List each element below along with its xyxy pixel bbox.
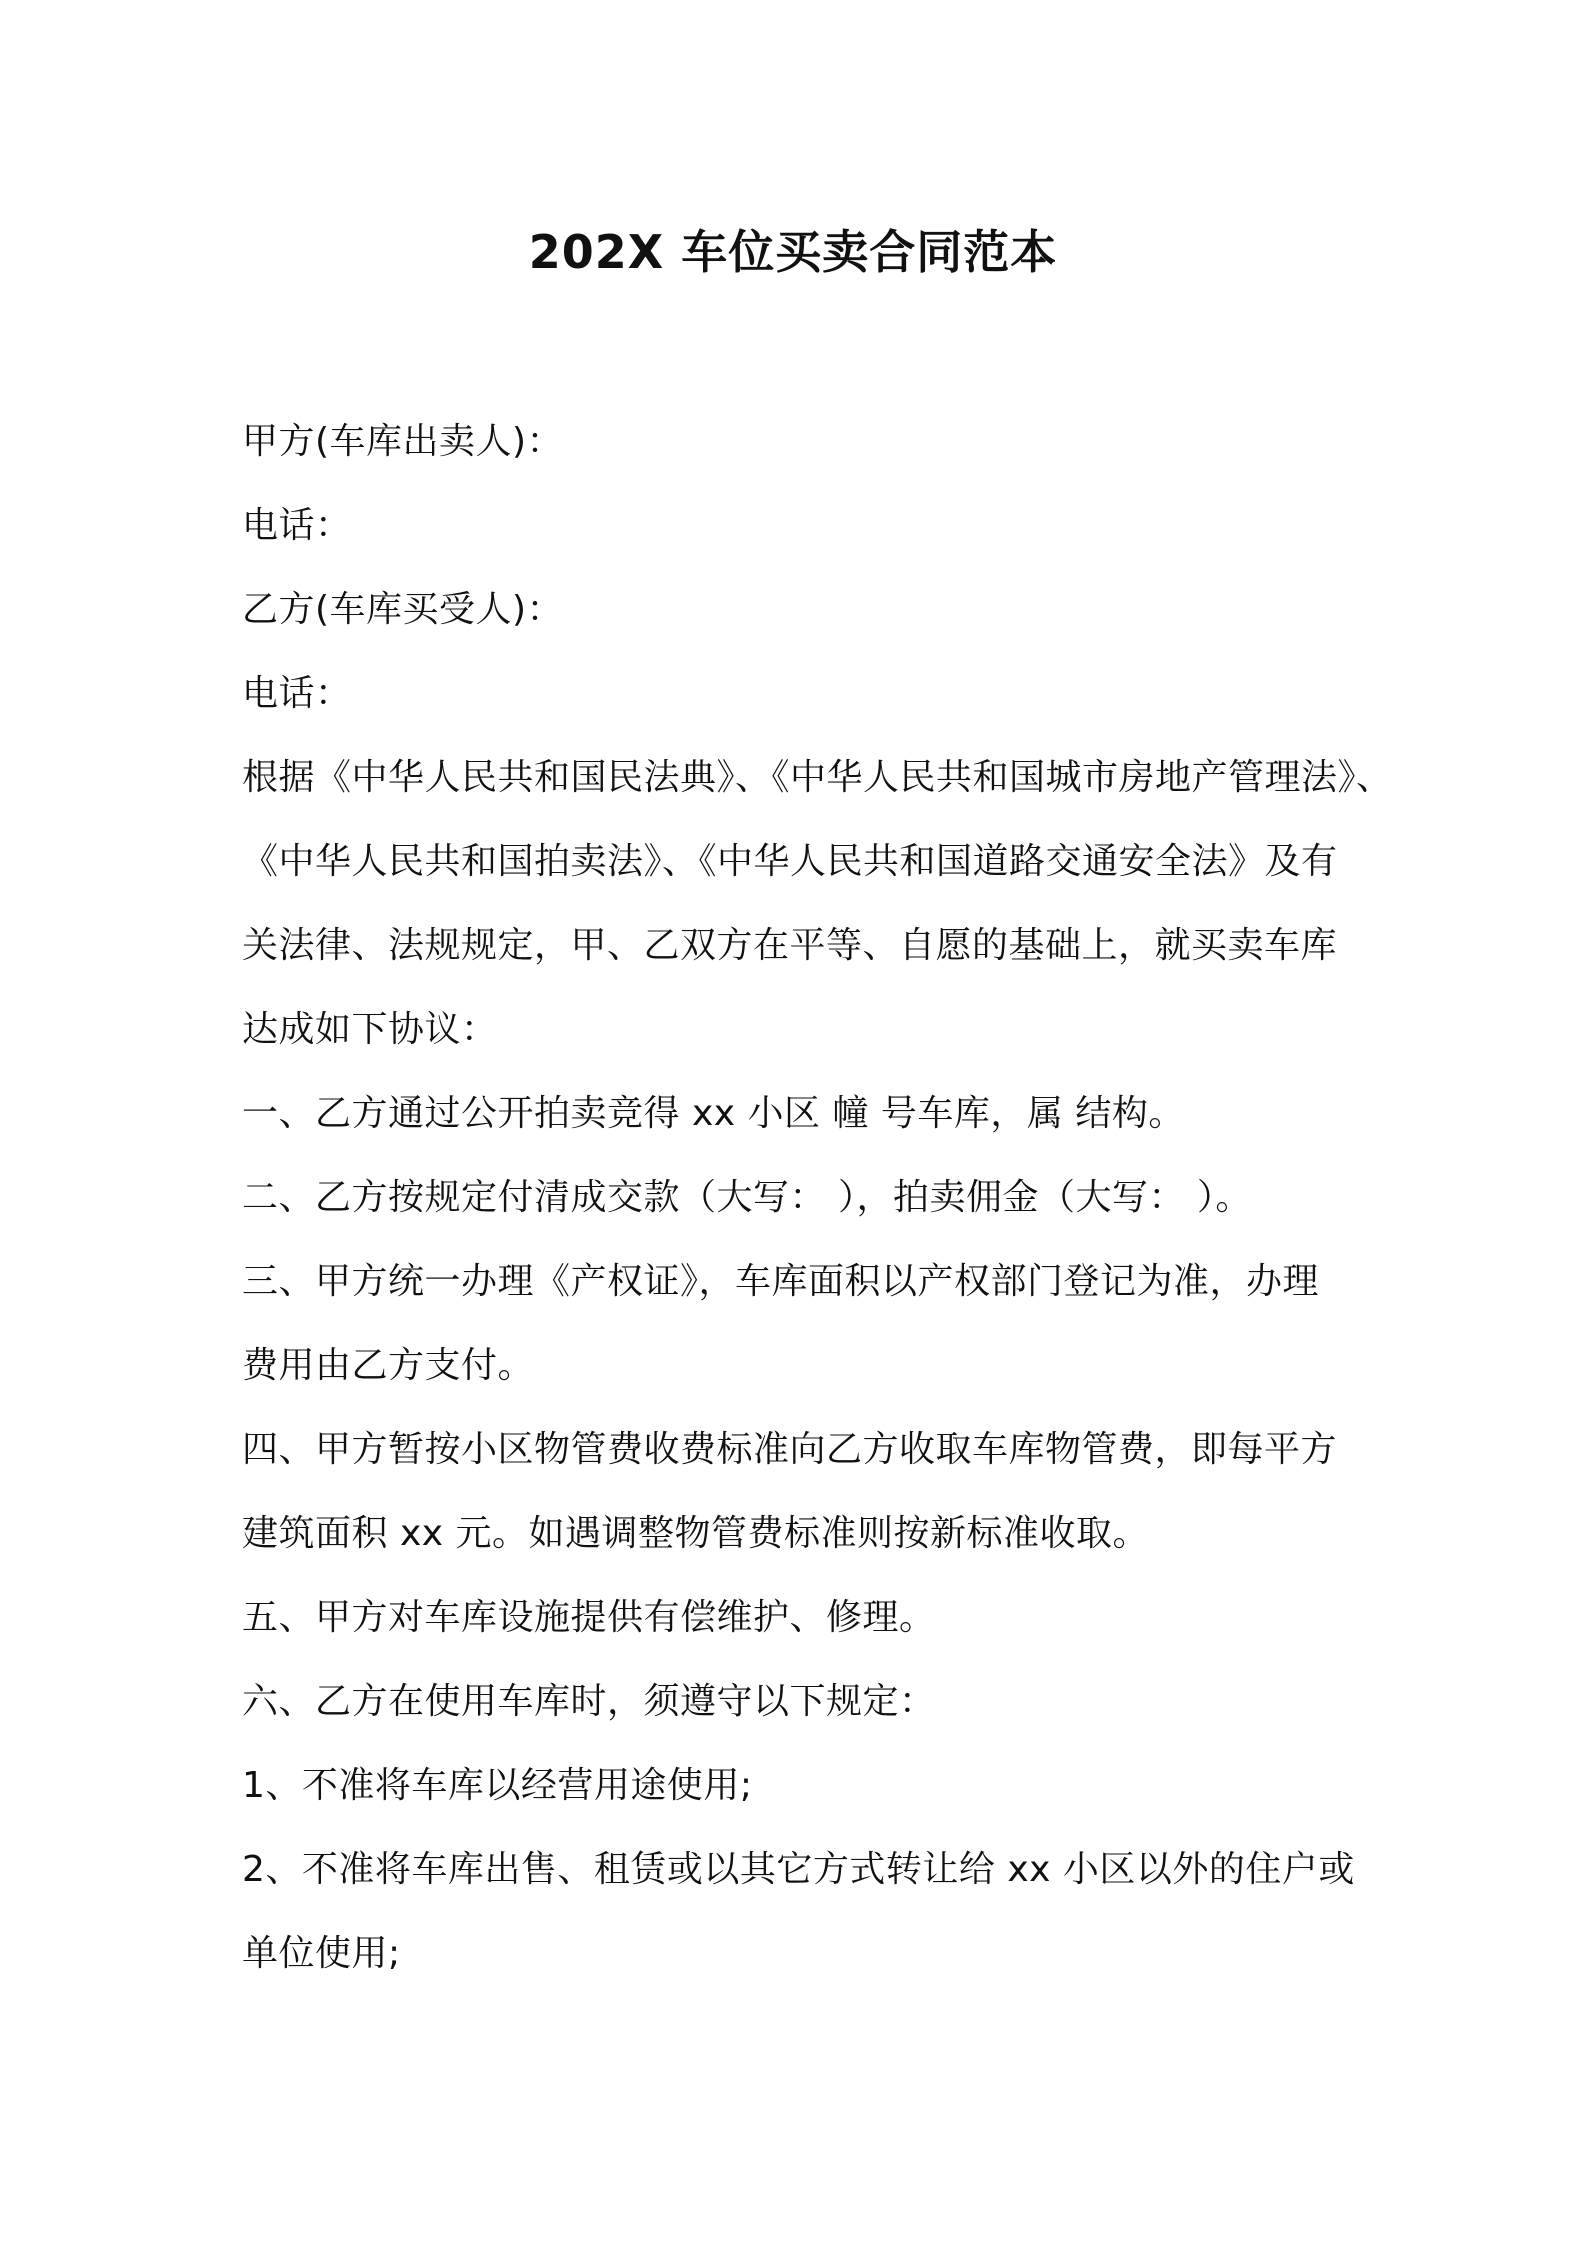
contract-body <box>242 400 1393 1996</box>
rule-1-line: 1、不准将车库以经营用途使用; <box>242 1765 753 1806</box>
preamble-line: 《中华人民共和国拍卖法》、《中华人民共和国道路交通安全法》及有 <box>242 841 1338 882</box>
party-b-phone-line: 电话： <box>242 673 352 714</box>
rule-2-line: 单位使用; <box>242 1933 401 1974</box>
clause-4-line: 四、甲方暂按小区物管费收费标准向乙方收取车库物管费，即每平方 <box>242 1429 1338 1470</box>
preamble-line: 关法律、法规规定，甲、乙双方在平等、自愿的基础上，就买卖车库 <box>242 925 1338 966</box>
party-a-line: 甲方(车库出卖人)： <box>242 421 564 462</box>
clause-4-line: 建筑面积 xx 元。如遇调整物管费标准则按新标准收取。 <box>242 1513 1149 1554</box>
clause-1-line: 一、乙方通过公开拍卖竞得 xx 小区 幢 号车库，属 结构。 <box>242 1093 1185 1134</box>
party-a-phone-line: 电话： <box>242 505 352 546</box>
document-title: 202X 车位买卖合同范本 <box>528 225 1058 279</box>
clause-3-line: 三、甲方统一办理《产权证》，车库面积以产权部门登记为准，办理 <box>242 1261 1320 1302</box>
party-b-line: 乙方(车库买受人)： <box>242 589 564 630</box>
clause-3-line: 费用由乙方支付。 <box>242 1345 535 1386</box>
clause-2-line: 二、乙方按规定付清成交款（大写： ），拍卖佣金（大写： ）。 <box>242 1177 1252 1218</box>
preamble-line: 根据《中华人民共和国民法典》、《中华人民共和国城市房地产管理法》、 <box>242 757 1393 798</box>
rule-2-line: 2、不准将车库出售、租赁或以其它方式转让给 xx 小区以外的住户或 <box>242 1849 1355 1890</box>
clause-6-line: 六、乙方在使用车库时，须遵守以下规定： <box>242 1681 936 1722</box>
clause-5-line: 五、甲方对车库设施提供有偿维护、修理。 <box>242 1597 936 1638</box>
preamble-line: 达成如下协议： <box>242 1009 498 1050</box>
